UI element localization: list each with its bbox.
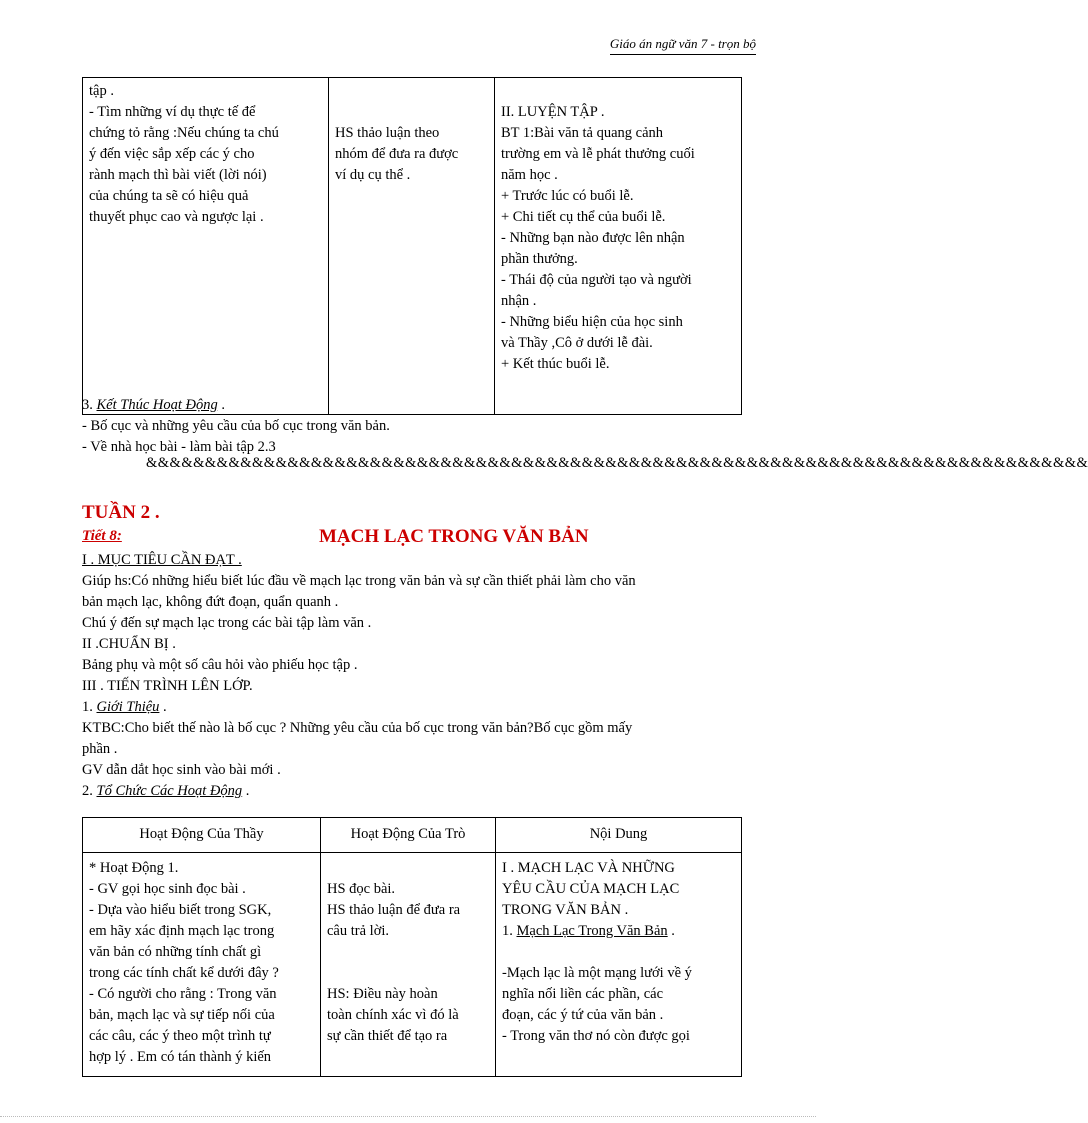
text-line: ví dụ cụ thể . [335, 167, 411, 183]
text-line: hợp lý . Em có tán thành ý kiến [89, 1049, 272, 1065]
text-line: các câu, các ý theo một trình tự [89, 1028, 271, 1044]
text-line: - Bố cục và những yêu cầu của bố cục trong văn bản. [82, 418, 390, 434]
text-line: - Thái độ của người tạo và người [501, 272, 692, 288]
text-line: YÊU CẦU CỦA MẠCH LẠC [502, 881, 680, 897]
text-line: rành mạch thì bài viết (lời nói) [89, 167, 267, 183]
activity-table [82, 817, 742, 1077]
text-line: nghĩa nối liền các phần, các [502, 986, 664, 1002]
text-line: trong các tính chất kể dưới đây ? [89, 965, 279, 981]
text-line: I . MẠCH LẠC VÀ NHỮNG [502, 860, 675, 876]
text-line [327, 963, 489, 984]
text-line: HS thảo luận theo [335, 125, 440, 141]
text-line: chứng tỏ rằng :Nếu chúng ta chú [89, 125, 279, 141]
subsection-heading: 1. Mạch Lạc Trong Văn Bản . [502, 923, 675, 939]
text-line: phần thưởng. [501, 251, 578, 267]
text-line: ý đến việc sắp xếp các ý cho [89, 146, 255, 162]
text-line: tập . [89, 83, 114, 99]
text-line: - Trong văn thơ nó còn được gọi [502, 1028, 690, 1044]
text-line: năm học . [501, 167, 558, 183]
text-line: - Những bạn nào được lên nhận [501, 230, 685, 246]
activity-label: * Hoạt Động 1. [89, 860, 179, 876]
text-line: bản, mạch lạc và sự tiếp nối của [89, 1007, 275, 1023]
lesson-heading-row [82, 526, 762, 552]
text-line: -Mạch lạc là một mạng lưới về ý [502, 965, 692, 981]
activity-table-continued [82, 77, 742, 415]
student-activity-cell [329, 78, 495, 415]
teacher-activity-cell [83, 78, 329, 415]
student-activity-cell [321, 853, 496, 1077]
header-content: Nội Dung [496, 818, 742, 853]
text-line: BT 1:Bài văn tả quang cảnh [501, 125, 664, 141]
text-line: đoạn, các ý tứ của văn bản . [502, 1007, 664, 1023]
text-line: và Thầy ,Cô ở dưới lễ đài. [501, 335, 653, 351]
lesson-title: MẠCH LẠC TRONG VĂN BẢN [319, 526, 589, 547]
decorative-divider: &&&&&&&&&&&&&&&&&&&&&&&&&&&&&&&&&&&&&&&&&&&&&&&&&&&&&&&&&&&&&&&&&&&&&&&&&&&&&&&& [146, 455, 1088, 471]
text-line: em hãy xác định mạch lạc trong [89, 923, 275, 939]
text-line: - Dựa vào hiểu biết trong SGK, [89, 902, 272, 918]
text-line: trường em và lễ phát thưởng cuối [501, 146, 695, 162]
text-line: phần . [82, 741, 118, 757]
closing-heading: 3. Kết Thúc Hoạt Động . [82, 397, 225, 413]
text-line: - Tìm những ví dụ thực tế để [89, 104, 256, 120]
text-line [502, 942, 735, 963]
header-student: Hoạt Động Của Trò [321, 818, 496, 853]
page-header: Giáo án ngữ văn 7 - trọn bộ [610, 36, 756, 55]
page-bottom-edge [0, 1116, 816, 1117]
lesson-body [82, 550, 762, 802]
text-line: TRONG VĂN BẢN . [502, 902, 629, 918]
intro-heading: 1. Giới Thiệu . [82, 699, 167, 715]
section-heading-procedure: III . TIẾN TRÌNH LÊN LỚP. [82, 678, 253, 694]
header-teacher: Hoạt Động Của Thầy [83, 818, 321, 853]
text-line: II. LUYỆN TẬP . [501, 104, 605, 120]
section-heading-objectives: I . MỤC TIÊU CẦN ĐẠT . [82, 552, 242, 568]
teacher-activity-cell [83, 853, 321, 1077]
text-line: - Có người cho rằng : Trong văn [89, 986, 277, 1002]
section-heading-preparation: II .CHUẨN BỊ . [82, 636, 176, 652]
text-line: câu trả lời. [327, 923, 390, 939]
text-line: Bảng phụ và một số câu hỏi vào phiếu học tập . [82, 657, 358, 673]
text-line: thuyết phục cao và ngược lại . [89, 209, 264, 225]
lesson-number: Tiết 8: [82, 528, 122, 544]
text-line: + Chi tiết cụ thể của buổi lễ. [501, 209, 666, 225]
text-line: toàn chính xác vì đó là [327, 1007, 459, 1023]
text-line: HS đọc bài. [327, 881, 396, 897]
text-line: của chúng ta sẽ có hiệu quả [89, 188, 249, 204]
text-line: HS thảo luận để đưa ra [327, 902, 461, 918]
text-line: Chú ý đến sự mạch lạc trong các bài tập làm văn . [82, 615, 372, 631]
text-line: HS: Điều này hoàn [327, 986, 438, 1002]
content-cell [496, 853, 742, 1077]
text-line: - Những biểu hiện của học sinh [501, 314, 683, 330]
text-line: - GV gọi học sinh đọc bài . [89, 881, 246, 897]
text-line: văn bản có những tính chất gì [89, 944, 262, 960]
text-line: sự cần thiết để tạo ra [327, 1028, 448, 1044]
activities-heading: 2. Tổ Chức Các Hoạt Động . [82, 783, 250, 799]
text-line: Giúp hs:Có những hiểu biết lúc đầu về mạch lạc trong văn bản và sự cần thiết phải làm cho văn [82, 573, 636, 589]
closing-activity-section [82, 395, 762, 458]
text-line: - Về nhà học bài - làm bài tập 2.3 [82, 439, 276, 455]
text-line [327, 942, 489, 963]
text-line [327, 858, 489, 879]
week-heading: TUẦN 2 . [82, 502, 160, 523]
text-line: GV dẫn dắt học sinh vào bài mới . [82, 762, 281, 778]
text-line: + Kết thúc buổi lễ. [501, 356, 610, 372]
content-cell [495, 78, 742, 415]
text-line: KTBC:Cho biết thế nào là bố cục ? Những yêu cầu của bố cục trong văn bản?Bố cục gồm mấy [82, 720, 633, 736]
text-line: nhận . [501, 293, 537, 309]
text-line: bản mạch lạc, không đứt đoạn, quẩn quanh . [82, 594, 339, 610]
text-line: + Trước lúc có buổi lễ. [501, 188, 634, 204]
text-line: nhóm để đưa ra được [335, 146, 459, 162]
